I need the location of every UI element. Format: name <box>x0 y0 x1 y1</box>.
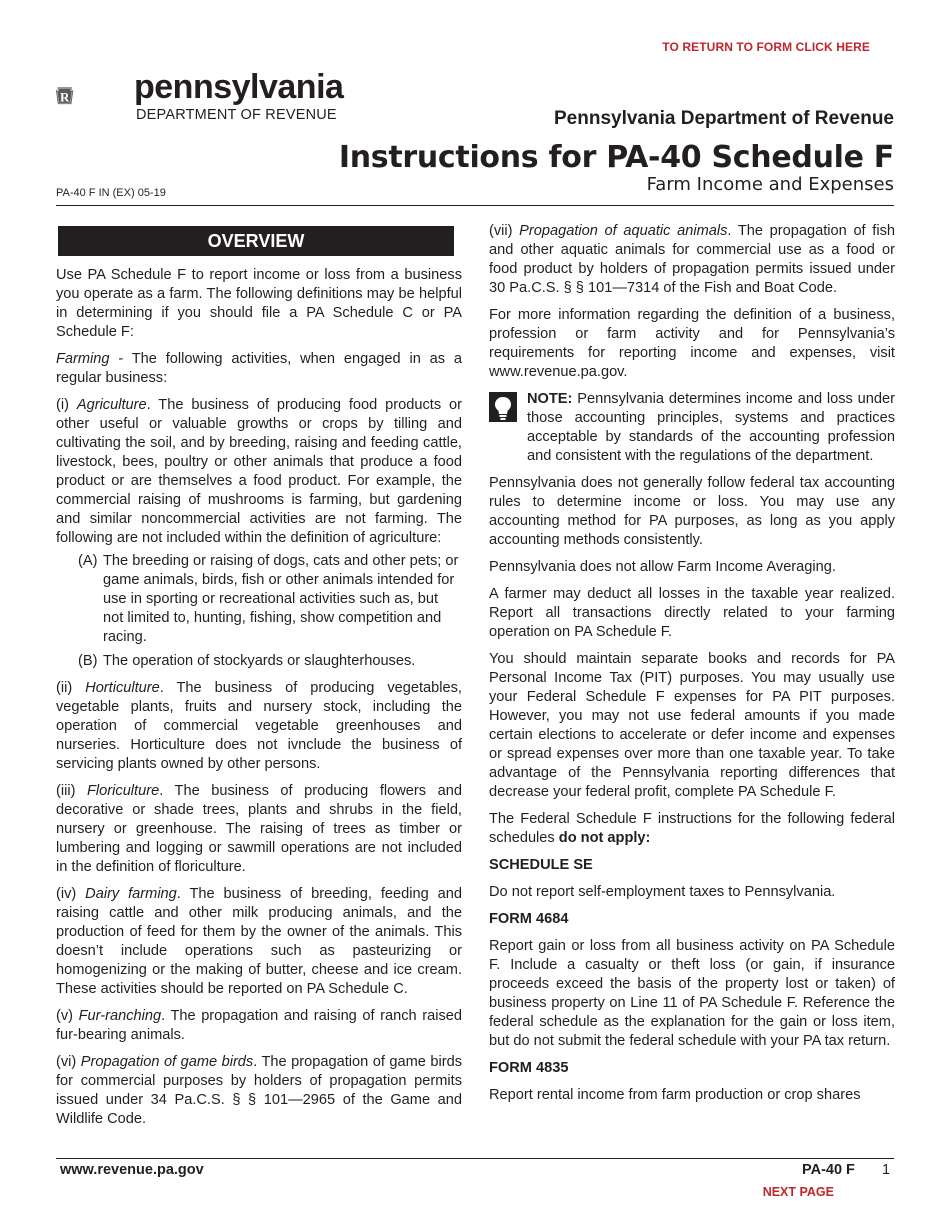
definition-horticulture: (ii) Horticulture. The business of producing vegetables, vegetable plants, fruits and nursery stock, including the operation of commercial vegetable greenhouses and nurseries. Horticulture does not ivnclude the business of servicing plants owned by other persons. <box>56 680 462 772</box>
section-heading-schedule-se: SCHEDULE SE <box>489 857 593 873</box>
footer-url: www.revenue.pa.gov <box>60 1162 204 1178</box>
federal-paragraph: The Federal Schedule F instructions for the following federal schedules do not apply: <box>489 811 895 846</box>
return-to-form-link[interactable]: TO RETURN TO FORM CLICK HERE <box>662 40 870 54</box>
accounting-paragraph: Pennsylvania does not generally follow federal tax accounting rules to determine income or loss. You may use any accounting method for PA purposes, as long as you apply accounting methods consistently. <box>489 475 895 548</box>
definition-agriculture: (i) Agriculture. The business of producing food products or other useful or valuable growths or crops by tilling and cultivating the soil, and by breeding, raising and feeding cattle, livestock, bees, poultry or other animals that produce a food product or are themselves a food product. For example, the commercial raising of mushrooms is farming, but gardening and similar noncommercial activities are not farming. The following are not included within the definition of agriculture: <box>56 397 462 546</box>
left-column <box>56 222 462 1137</box>
losses-paragraph: A farmer may deduct all losses in the taxable year realized. Report all transactions directly related to your farming operation on PA Schedule F. <box>489 586 895 640</box>
definition-dairy-farming: (iv) Dairy farming. The business of breeding, feeding and raising cattle and other milk producing animals, and the production of feed for them by the owner of the animals. This doesn’t include operations such as pasteurizing or homogenizing or the making of butter, cheese and ice cream. These activities should be reported on PA Schedule C. <box>56 886 462 997</box>
logo-department: DEPARTMENT OF REVENUE <box>136 107 337 123</box>
section-heading-form-4684: FORM 4684 <box>489 911 569 927</box>
logo-wordmark: pennsylvania <box>134 68 344 106</box>
definition-game-birds: (vi) Propagation of game birds. The propagation of game birds for commercial purposes by holders of propagation permits issued under 34 Pa.C.S. § § 101—2965 of the Game and Wildlife Code. <box>56 1054 462 1127</box>
definition-fur-ranching: (v) Fur-ranching. The propagation and raising of ranch raised fur-bearing animals. <box>56 1008 462 1043</box>
books-paragraph: You should maintain separate books and records for PA Personal Income Tax (PIT) purposes. You may usually use your Federal Schedule F expenses for PA PIT purposes. However, you may not use federal amounts if you made certain elections to accelerate or defer income and expenses or spread expenses over more than one taxable year. To take advantage of the Pennsylvania reporting differences that decrease your federal profit, complete PA Schedule F. <box>489 651 895 800</box>
section-text-form-4835: Report rental income from farm production or crop shares <box>489 1087 861 1103</box>
right-column <box>489 222 895 1113</box>
form-code: PA-40 F IN (EX) 05-19 <box>56 187 166 199</box>
document-subtitle: Farm Income and Expenses <box>646 174 894 195</box>
department-title: Pennsylvania Department of Revenue <box>554 108 894 129</box>
document-title: Instructions for PA-40 Schedule F <box>338 140 894 175</box>
footer-divider <box>56 1158 894 1159</box>
page-number: 1 <box>882 1162 891 1178</box>
footer-form-code: PA-40 F <box>802 1162 855 1178</box>
definition-aquatic-animals: (vii) Propagation of aquatic animals. The propagation of fish and other aquatic animals for commercial use as a food or food product by holders of propagation permits issued under 30 Pa.C.S. § § 101—7314 of the Fish and Boat Code. <box>489 223 895 296</box>
note-text: NOTE: Pennsylvania determines income and loss under those accounting principles, systems and practices acceptable by standards of the accounting profession and consistent with the regulations of the department. <box>527 391 895 464</box>
section-text-schedule-se: Do not report self-employment taxes to Pennsylvania. <box>489 884 836 900</box>
pa-revenue-logo <box>56 60 128 132</box>
averaging-paragraph: Pennsylvania does not allow Farm Income Averaging. <box>489 559 836 575</box>
logo-letter: R <box>59 89 70 105</box>
next-page-link[interactable]: NEXT PAGE <box>762 1185 834 1199</box>
section-heading-form-4835: FORM 4835 <box>489 1060 569 1076</box>
farming-term: Farming <box>56 351 110 367</box>
overview-banner: OVERVIEW <box>58 226 454 256</box>
intro-paragraph: Use PA Schedule F to report income or loss from a business you operate as a farm. The following definitions may be helpful in determining if you should file a PA Schedule C or PA Schedule F: <box>56 267 462 340</box>
header-divider <box>56 205 894 206</box>
farming-text: - The following activities, when engaged in as a regular business: <box>56 351 462 386</box>
sub-item-b: (B) The operation of stockyards or slaughterhouses. <box>78 653 416 669</box>
more-info-paragraph: For more information regarding the definition of a business, profession or farm activity and for Pennsylvania’s requirements for reporting income and expenses, visit www.revenue.pa.gov. <box>489 307 895 380</box>
section-text-form-4684: Report gain or loss from all business activity on PA Schedule F. Include a casualty or theft loss (or gain, if insurance proceeds exceed the basis of the property lost or taken) of business property on Line 11 of PA Schedule F. Reference the federal schedule as the explanation for the gain or loss item, but do not submit the federal schedule with your PA tax return. <box>489 938 895 1049</box>
farming-paragraph <box>56 350 462 388</box>
note-block <box>489 390 895 466</box>
sub-item-a: (A) The breeding or raising of dogs, cats and other pets; or game animals, birds, fish or other animals intended for use in sporting or recreational activities such as, but not limited to, hunting, fishing, show competition and racing. <box>78 553 459 645</box>
lightbulb-icon <box>489 392 517 422</box>
definition-floriculture: (iii) Floriculture. The business of producing flowers and decorative or shade trees, plants and shrubs in the field, nursery or greenhouse. The raising of trees as timber or lumbering and logging or sawmill operations are not included in the definition of floriculture. <box>56 783 462 875</box>
